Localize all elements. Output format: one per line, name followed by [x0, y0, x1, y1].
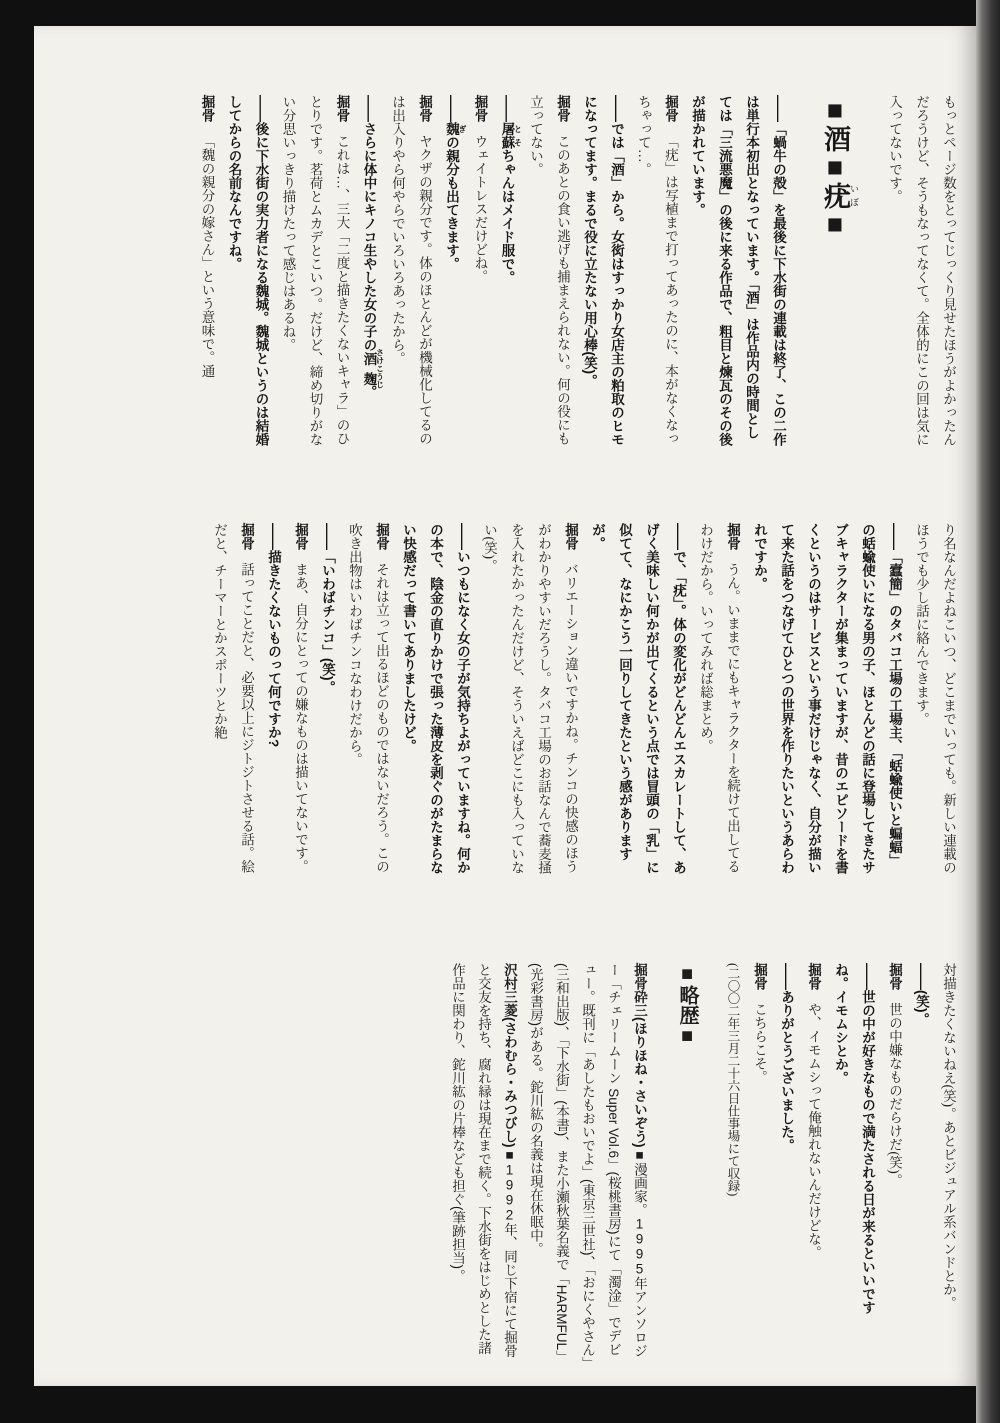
text-segment: それは立って出るほどのものではないだろう。この吹き出物はいわばチンコなわけだから。: [347, 523, 389, 874]
paragraph-text: [401, 523, 470, 874]
interview-question: [684, 95, 792, 447]
section-title-part2: ■: [820, 209, 850, 239]
text-segment: これは…、三大「二度と描きたくないキャラ」のひとりです。茗荷とムカデとこいつ。だけど、締め切りがない分思いっきり描けたって感じはあるね。: [280, 95, 350, 446]
paragraph-text: [266, 550, 281, 747]
question-dash: ――: [253, 95, 269, 122]
paragraph-text: [473, 135, 488, 284]
biography-entry: [522, 963, 652, 1365]
paragraph-text: [698, 523, 740, 873]
text-segment: いつもになく女の子が気持ちよがっていますね。何かの本で、陰金の直りかけで張った薄皮を剥ぐのがたまらない快感だって書いてありましたけど。: [401, 523, 470, 874]
paragraph-text: [361, 122, 385, 399]
text-segment: 世の中が好きなもので満たされる日が来るといいですね。イモムシとか。: [833, 963, 875, 1314]
interview-block-bottom: [746, 963, 962, 1319]
interview-answer: [476, 523, 584, 875]
text-segment: ■漫画家。: [632, 1147, 647, 1217]
intro-paragraph: もっとページ数をとってじっくり見せたほうがよかったんだろうけど、そうもなってなくて。全体的にこの回は気に入ってないです。: [887, 95, 956, 446]
speaker-label: 掘骨: [806, 963, 821, 990]
paragraph-text: [833, 963, 875, 1314]
paragraph-text: [590, 523, 686, 874]
interview-answer: [522, 95, 576, 447]
question-dash: ――: [361, 95, 377, 122]
paragraph-text: [887, 1003, 902, 1188]
speaker-label: 掘骨: [555, 95, 570, 122]
interview-continuation: [935, 963, 962, 1319]
text-segment: 1995: [632, 1216, 647, 1277]
text-segment: 年、同じ下宿にて掘骨と交友を持ち、腐れ縁は現在まで続く。下水街をはじめとした諸作品に関わり、鉈川紘の片棒なども担ぐ(筆跡担当)。: [450, 963, 517, 1358]
paragraph-text: [752, 1003, 767, 1084]
interview-answer: [275, 95, 356, 447]
text-band-middle: [70, 523, 962, 875]
question-dash: ――: [455, 523, 470, 550]
section-title-base: 疣: [820, 182, 850, 209]
speaker-label: 掘骨: [663, 95, 678, 122]
paragraph-text: [690, 95, 786, 446]
interview-continuation: [908, 523, 962, 875]
interview-question: [746, 523, 908, 875]
text-segment: り名なんだよねこいつ、どこまでいっても。新しい連載のほうでも少し話に絡んできます。: [914, 523, 956, 874]
paragraph-text: [636, 95, 678, 445]
paragraph-text: [914, 523, 956, 874]
text-segment: 「いわばチンコ」(笑)。: [320, 550, 335, 694]
text-band-top: [70, 95, 962, 447]
text-segment: うん。いままでにもキャラクターを続けて出してるわけだから。いってみれば総まとめ。: [698, 523, 740, 874]
question-dash: ――: [266, 523, 281, 550]
section-title: [818, 95, 859, 447]
speaker-label: 掘骨: [374, 523, 389, 550]
interview-block-bottom-wrap: [720, 963, 962, 1319]
text-segment: ヤクザの親分です。体のほとんどが機械化してるのは出入りやら何やらでいろいろあったから。: [390, 95, 432, 446]
interview-answer: [287, 523, 314, 875]
interview-answer: [630, 95, 684, 447]
text-segment: 対描きたくないねえ(笑)。あとビジュアル系バンドとか。: [941, 963, 956, 1310]
text-segment: 話ってことだと、必要以上にジトジトさせる話。絵だと、チーマーとかスポーツとか絶: [212, 523, 254, 874]
speaker-label: 掘骨: [887, 963, 902, 990]
question-dash: ――: [609, 95, 624, 122]
text-segment: ありがとうございました。: [779, 990, 794, 1152]
question-dash: ――: [887, 523, 902, 550]
section-title-part1: ■酒■: [820, 95, 850, 182]
text-segment: まあ、自分にとっての嫌なものは描いてないです。: [293, 562, 308, 874]
paragraph-text: [212, 523, 254, 873]
question-dash: ――: [771, 95, 786, 122]
interview-answer: [206, 523, 260, 875]
speaker-label: 掘骨: [752, 963, 767, 990]
biography-title: ■略歴■: [676, 963, 698, 1047]
paragraph-text: [528, 95, 570, 445]
question-dash: ――: [444, 95, 459, 122]
interview-question: [356, 95, 385, 447]
interview-question: [395, 523, 476, 875]
interview-answer: [800, 963, 827, 1319]
interview-question: [438, 95, 467, 447]
paragraph-text: [582, 95, 624, 446]
paragraph-text: [482, 523, 578, 874]
text-segment: ウェイトレスだけどね。: [472, 134, 488, 284]
interview-question: [260, 523, 287, 875]
section-title-furigana: いぼ: [849, 182, 859, 209]
text-segment: バリエーション違いですかね。チンコの快感のほうがわかりやすいだろうし。タバコ工場のお話なんで蕎麦掻を入れたかったんだけど、そういえばどこにも入っていない(笑)。: [482, 523, 578, 874]
text-segment: ■: [502, 1147, 517, 1163]
interview-answer: [384, 95, 438, 447]
text-segment: 「蠧簡」のタバコ工場の工場主、「蛞蝓使いと蝙蝠」の蛞蝓使いになる男の子、ほとんどの話に登場してきたサブキャラクターが集まっていますが、昔のエピソードを書くというのはサービスという事だけじゃなく、自分が描いて来た話をつなげてひとつの世界を作りたいというあらわれですか。: [752, 523, 902, 874]
paragraph-text: [806, 1003, 821, 1260]
ruby-annotated-word: 酒麹 さけこうじ: [361, 348, 385, 389]
speaker-label: 掘骨: [199, 95, 215, 122]
ruby-annotated-word: 魏 ぎ: [444, 122, 467, 136]
paragraph-text: [320, 550, 335, 694]
interview-answer: [194, 95, 221, 447]
text-segment: 年アンソロジー「チェリームーン Super Vol.6」(桜桃書房)にて「濁淦」でデビュー。既刊に「あしたもおいでよ」(東京三世社)、「おにくやさん」(三和出版)、「下水街」(本書)、また小瀬秋葉名義で「HARMFUL」(光彩書房)がある。鉈川紘の名義は現在休眠中。: [528, 963, 647, 1364]
speaker-label: 掘骨: [334, 95, 350, 122]
interview-question: [584, 523, 692, 875]
paragraph-text: [444, 122, 467, 271]
text-segment: さらに体中にキノコ生やした女の子の: [361, 122, 377, 352]
text-segment: 描きたくないものって何ですか?: [266, 550, 281, 748]
interview-answer: [881, 963, 908, 1319]
biography-name: 掘骨砕三(ほりほね・さいぞう): [632, 963, 647, 1148]
text-segment: 「疣」は写植まで打ってあったのに、本がなくなっちゃって…。: [636, 95, 678, 446]
text-segment: では「酒」から。女衒はすっかり女店主の粕取のヒモになってます。まるで役に立たない用心棒(笑)。: [582, 95, 624, 446]
ruby-annotated-word: 屠蘇 とそ: [499, 122, 523, 149]
interview-answer: [341, 523, 395, 875]
question-dash: ――: [320, 523, 335, 550]
interview-block-middle: [206, 523, 962, 875]
question-dash: ――: [499, 95, 515, 122]
question-dash: ――: [860, 963, 875, 990]
interview-answer: [467, 95, 494, 447]
section-title-kanji: [820, 182, 859, 209]
text-segment: 世の中嫌なものだらけだ(笑)。: [887, 1002, 902, 1188]
paragraph-text: [293, 563, 308, 874]
text-segment: 1992: [502, 1162, 517, 1223]
speaker-label: 掘骨: [725, 523, 740, 550]
paragraph-text: [200, 135, 215, 378]
paragraph-text: [779, 990, 794, 1152]
text-segment: や、イモムシって俺触れないんだけどな。: [806, 1002, 821, 1260]
paragraph-text: [281, 95, 350, 446]
text-segment: で、「疣」。体の変化がどんどんエスカレートして、あげく美味しい何かが出てくるという点では冒頭の「乳」に似てて、なにかこう一回りしてきたという感がありますが。: [590, 523, 686, 874]
text-segment: ちゃんはメイド服で。: [499, 149, 515, 284]
speaker-label: 掘骨: [239, 523, 254, 550]
interview-answer: [692, 523, 746, 875]
text-segment: の親分も出てきます。: [444, 135, 459, 271]
text-segment: 後に下水街の実力者になる魏城。魏城というのは結婚してからの名前なんですね。: [226, 95, 269, 446]
paragraph-text: [941, 963, 956, 1310]
text-band-bottom: [70, 963, 962, 1367]
interview-question: [494, 95, 523, 447]
question-dash: ――: [914, 963, 929, 990]
interview-question: [827, 963, 881, 1319]
paragraph-text: [227, 95, 269, 446]
text-segment: 「蝸牛の殻」を最後に下水街の連載は終了、この二作は単行本初出となっています。「酒」は作品内の時間としては「三流悪魔」の後に来る作品で、粗目と煉瓦のその後が描かれています。: [690, 95, 786, 446]
interview-question: [908, 963, 935, 1319]
interview-question: [221, 95, 275, 447]
text-segment: 。: [361, 385, 377, 399]
paragraph-text: [347, 523, 389, 873]
speaker-label: 掘骨: [293, 523, 308, 550]
speaker-label: 掘骨: [472, 95, 488, 122]
paragraph-text: [752, 523, 902, 874]
question-dash: ――: [671, 523, 686, 550]
recording-note: (二〇〇二年三月二十六日仕事場にて収録): [726, 963, 740, 1197]
text-segment: 「魏の親分の嫁さん」という意味で。通: [199, 134, 215, 378]
text-segment: (笑)。: [914, 990, 929, 1026]
paragraph-text: [390, 95, 432, 445]
question-dash: ――: [779, 963, 794, 990]
biography-entry: [444, 963, 522, 1365]
biography-name: 沢村三菱(さわむら・みつびし): [502, 963, 517, 1148]
biography-text: [528, 963, 647, 1364]
paragraph-text: [499, 122, 523, 284]
speaker-label: 掘骨: [417, 95, 432, 122]
paragraph-text: [914, 990, 929, 1026]
interview-question: [314, 523, 341, 875]
biography-block: [444, 963, 702, 1365]
text-segment: こちらこそ。: [752, 1002, 767, 1084]
interview-answer: [746, 963, 773, 1319]
interview-question: [576, 95, 630, 447]
interview-question: [773, 963, 800, 1319]
interview-block-top: [194, 95, 793, 447]
page-edge-shadow: [976, 0, 1000, 1423]
speaker-label: 掘骨: [563, 523, 578, 550]
text-segment: このあとの食い逃げも捕まえられない。何の役にも立ってない。: [528, 95, 570, 446]
